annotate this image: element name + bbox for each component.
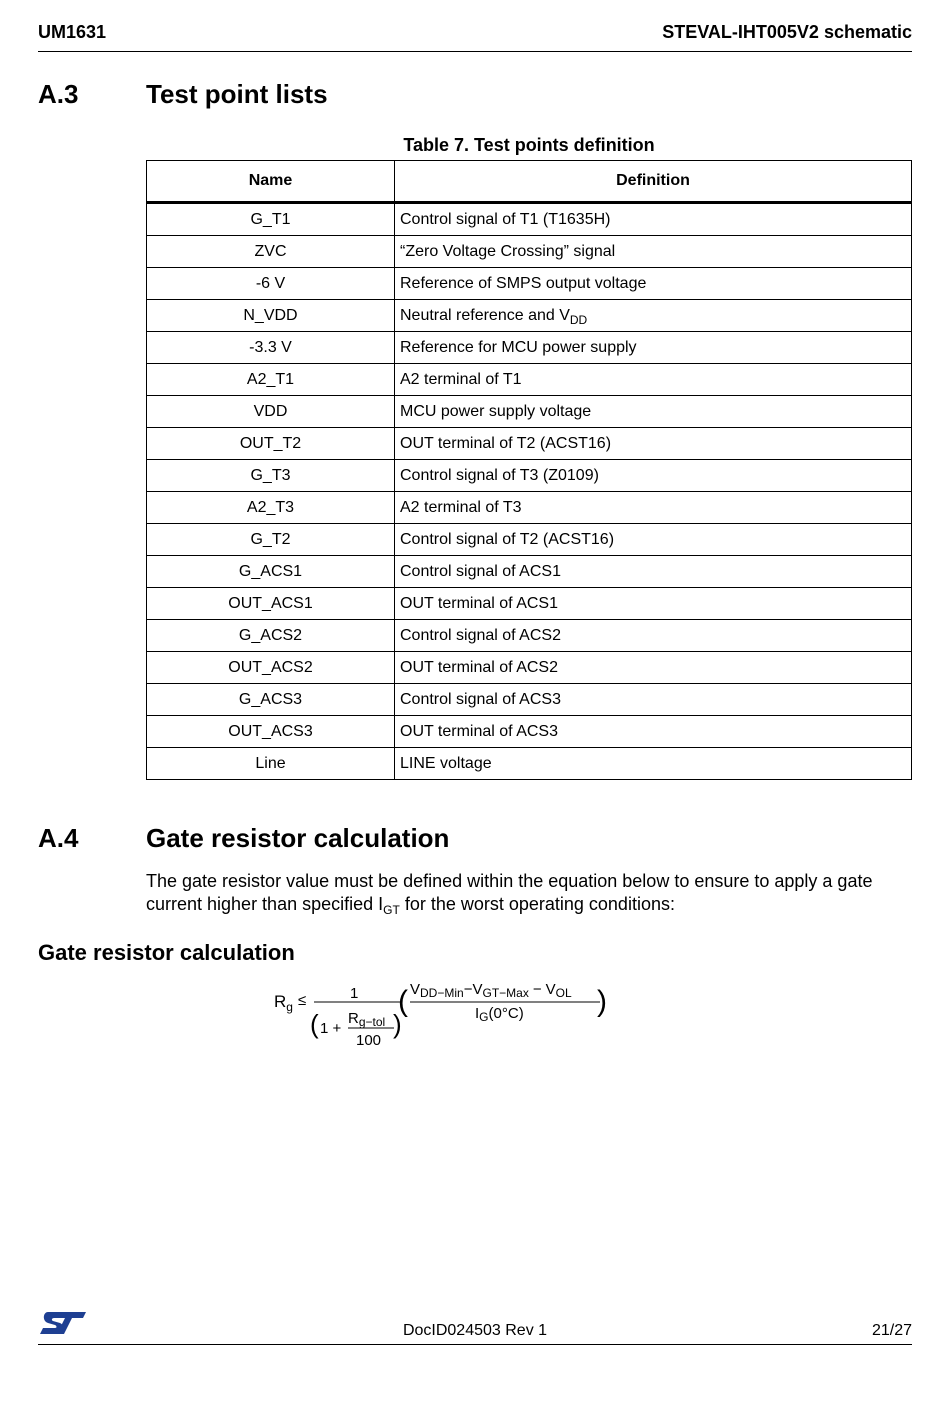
table-row (147, 396, 912, 428)
test-point-name: -3.3 V (147, 332, 395, 364)
table-header-row (147, 161, 912, 203)
table-row (147, 364, 912, 396)
test-point-name: G_T1 (147, 203, 395, 236)
table-row (147, 268, 912, 300)
eq-le: ≤ (298, 992, 307, 1009)
table-row (147, 684, 912, 716)
test-point-definition: MCU power supply voltage (395, 396, 912, 428)
test-points-table (146, 160, 912, 780)
column-header-name: Name (147, 161, 395, 203)
header-section-title: STEVAL-IHT005V2 schematic (662, 22, 912, 42)
test-point-name: A2_T3 (147, 492, 395, 524)
table-row (147, 203, 912, 236)
test-point-definition: Control signal of T1 (T1635H) (395, 203, 912, 236)
eq-numerator: $V_{DD-Min}-V_{GT-Max} - V_{OL}$ (410, 981, 572, 1000)
test-point-definition: Control signal of ACS2 (395, 620, 912, 652)
table-row (147, 716, 912, 748)
test-point-definition: Control signal of ACS3 (395, 684, 912, 716)
section-a3-number: A.3 (38, 79, 79, 109)
test-point-definition: Reference for MCU power supply (395, 332, 912, 364)
test-point-definition: LINE voltage (395, 748, 912, 780)
eq-one: 1 (350, 985, 359, 1002)
equation-subheading: Gate resistor calculation (38, 940, 295, 965)
test-point-name: G_ACS1 (147, 556, 395, 588)
header-rule (38, 51, 912, 52)
test-point-definition: Control signal of T2 (ACST16) (395, 524, 912, 556)
section-a4-title: Gate resistor calculation (146, 823, 450, 853)
table-caption: Table 7. Test points definition (403, 135, 655, 155)
table-row (147, 524, 912, 556)
test-point-definition: OUT terminal of ACS3 (395, 716, 912, 748)
test-point-definition: OUT terminal of T2 (ACST16) (395, 428, 912, 460)
test-point-definition: Reference of SMPS output voltage (395, 268, 912, 300)
table-row (147, 620, 912, 652)
test-point-name: OUT_ACS1 (147, 588, 395, 620)
header-doc-code: UM1631 (38, 22, 107, 42)
test-point-definition: OUT terminal of ACS1 (395, 588, 912, 620)
test-point-name: G_ACS3 (147, 684, 395, 716)
test-point-name: A2_T1 (147, 364, 395, 396)
eq-paren-right: ) (393, 1009, 402, 1039)
footer-doc-id: DocID024503 Rev 1 (402, 1322, 548, 1339)
test-point-definition: OUT terminal of ACS2 (395, 652, 912, 684)
section-a4-number: A.4 (38, 823, 79, 853)
eq-big-paren-left: ( (398, 985, 408, 1018)
test-point-name: -6 V (147, 268, 395, 300)
table-row (147, 236, 912, 268)
table-row (147, 748, 912, 780)
test-point-name: OUT_ACS3 (147, 716, 395, 748)
table-row (147, 652, 912, 684)
test-point-definition: Neutral reference and $V_{DD}$ (395, 300, 912, 332)
eq-big-paren-right: ) (597, 985, 607, 1018)
test-point-definition: A2 terminal of T3 (395, 492, 912, 524)
test-point-name: ZVC (147, 236, 395, 268)
test-point-name: OUT_T2 (147, 428, 395, 460)
table-row (147, 556, 912, 588)
eq-paren-left: ( (310, 1009, 319, 1039)
footer-page-number: 21/27 (871, 1322, 912, 1339)
eq-rgtol: $R_{g-tol}$ (348, 1010, 386, 1029)
eq-one-plus: 1 + (320, 1020, 342, 1037)
test-point-name: Line (147, 748, 395, 780)
table-row (147, 460, 912, 492)
test-point-name: G_T3 (147, 460, 395, 492)
test-point-name: G_ACS2 (147, 620, 395, 652)
test-point-definition: Control signal of ACS1 (395, 556, 912, 588)
test-point-name: VDD (147, 396, 395, 428)
test-point-definition: Control signal of T3 (Z0109) (395, 460, 912, 492)
gate-resistor-paragraph: The gate resistor value must be defined within the equation below to ensure to apply a gate current higher than specified $I_{GT}$ for the worst operating conditions: (146, 871, 873, 917)
gate-resistor-equation (270, 978, 615, 1053)
table-row (147, 588, 912, 620)
eq-rg: $R_g$ (274, 992, 293, 1014)
eq-denominator: $I_G(0^\circ C)$ (475, 1005, 524, 1024)
test-point-name: OUT_ACS2 (147, 652, 395, 684)
test-point-name: G_T2 (147, 524, 395, 556)
table-row (147, 300, 912, 332)
column-header-definition: Definition (395, 161, 912, 203)
test-point-definition: A2 terminal of T1 (395, 364, 912, 396)
footer-rule (38, 1344, 912, 1345)
table-row (147, 428, 912, 460)
test-point-definition: “Zero Voltage Crossing” signal (395, 236, 912, 268)
table-row (147, 492, 912, 524)
eq-hundred: 100 (356, 1032, 382, 1049)
table-row (147, 332, 912, 364)
section-a3-title: Test point lists (146, 79, 328, 109)
test-point-name: N_VDD (147, 300, 395, 332)
